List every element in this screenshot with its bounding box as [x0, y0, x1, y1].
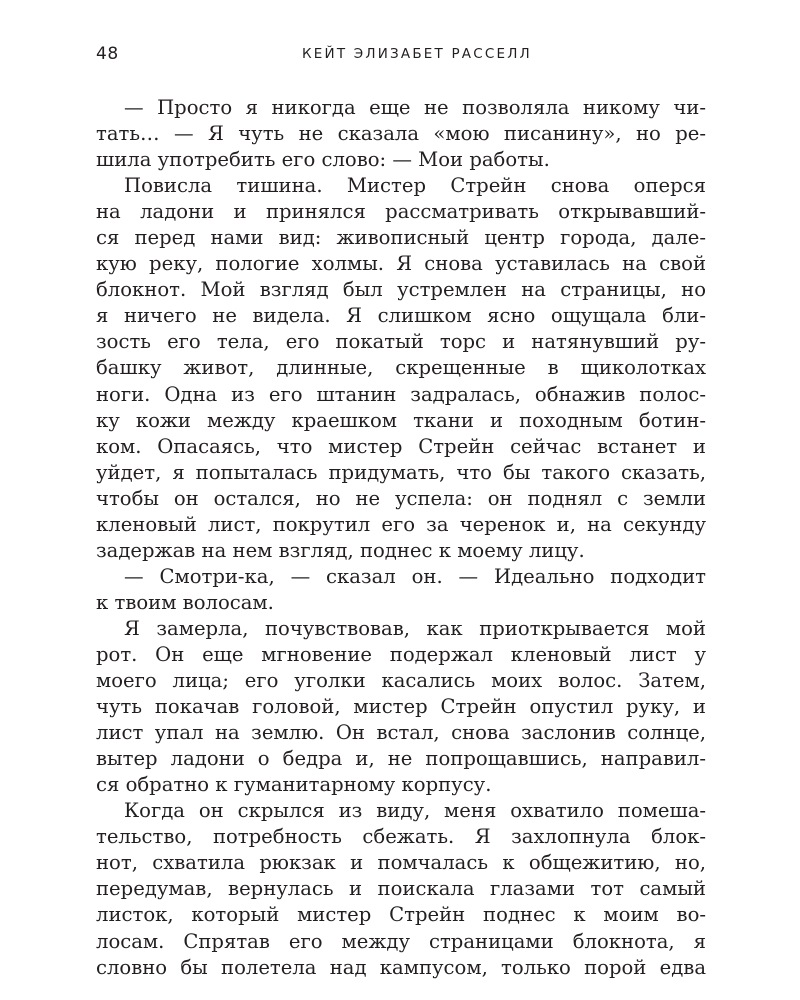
text-line: — Просто я никогда еще не позволяла никому чи- — [124, 96, 706, 119]
text-line: лист упал на землю. Он встал, снова заслонив солнце, — [96, 721, 706, 745]
text-line: шила употребить его слово: — Мои работы. — [96, 148, 550, 172]
text-line: Я замерла, почувствовав, как приоткрывается мой — [124, 616, 706, 640]
text-line: ся перед нами вид: живописный центр города, дале- — [96, 226, 706, 250]
text-line: нот, схватила рюкзак и помчалась к общежитию, но, — [96, 851, 706, 875]
text-line: вытер ладони о бедра и, не попрощавшись, направил- — [96, 747, 706, 771]
text-line: рот. Он еще мгновение подержал кленовый лист у — [96, 642, 706, 666]
text-line: блокнот. Мой взгляд был устремлен на страницы, но — [96, 278, 706, 302]
text-line: ся обратно к гуманитарному корпусу. — [96, 773, 492, 797]
text-line: зость его тела, его покатый торс и натянувший ру- — [96, 330, 706, 354]
text-line: чтобы он остался, но не успела: он поднял с земли — [96, 486, 706, 510]
text-line: уйдет, я попыталась придумать, что бы такого сказать, — [96, 460, 706, 484]
text-line: ноги. Одна из его штанин задралась, обнажив полос- — [96, 382, 706, 406]
text-line: ку кожи между краешком ткани и походным ботин- — [96, 408, 706, 432]
text-line: листок, который мистер Стрейн поднес к моим во- — [96, 903, 706, 927]
text-line: кую реку, пологие холмы. Я снова уставилась на свой — [96, 252, 706, 276]
text-line: лосам. Спрятав его между страницами блокнота, я — [96, 929, 706, 953]
body-text — [96, 95, 706, 981]
text-line: Повисла тишина. Мистер Стрейн снова оперся — [124, 174, 706, 198]
text-line: передумав, вернулась и поискала глазами тот самый — [96, 877, 706, 901]
text-line: — Смотри-ка, — сказал он. — Идеально подходит — [124, 564, 706, 588]
text-line: тать… — Я чуть не сказала «мою писанину», но ре- — [96, 122, 706, 146]
text-line: ком. Опасаясь, что мистер Стрейн сейчас встанет и — [96, 434, 706, 458]
page-number: 48 — [96, 44, 119, 64]
text-line: словно бы полетела над кампусом, только порой едва — [96, 955, 706, 979]
text-line: задержав на нем взгляд, поднес к моему лицу. — [96, 538, 585, 562]
text-line: на ладони и принялся рассматривать открывавший- — [96, 200, 706, 224]
text-line: кленовый лист, покрутил его за черенок и, на секунду — [96, 512, 706, 536]
running-title: КЕЙТ ЭЛИЗАБЕТ РАССЕЛЛ — [302, 46, 532, 62]
text-line: к твоим волосам. — [96, 590, 274, 614]
text-line: башку живот, длинные, скрещенные в щиколотках — [96, 356, 706, 380]
text-line: Когда он скрылся из виду, меня охватило помеша- — [124, 799, 706, 823]
text-line: я ничего не видела. Я слишком ясно ощущала бли- — [96, 304, 706, 328]
page-header — [96, 42, 704, 72]
text-line: чуть покачав головой, мистер Стрейн опустил руку, и — [96, 695, 706, 719]
text-line: тельство, потребность сбежать. Я захлопнула блок- — [96, 825, 706, 849]
text-line: моего лица; его уголки касались моих волос. Затем, — [96, 669, 706, 693]
